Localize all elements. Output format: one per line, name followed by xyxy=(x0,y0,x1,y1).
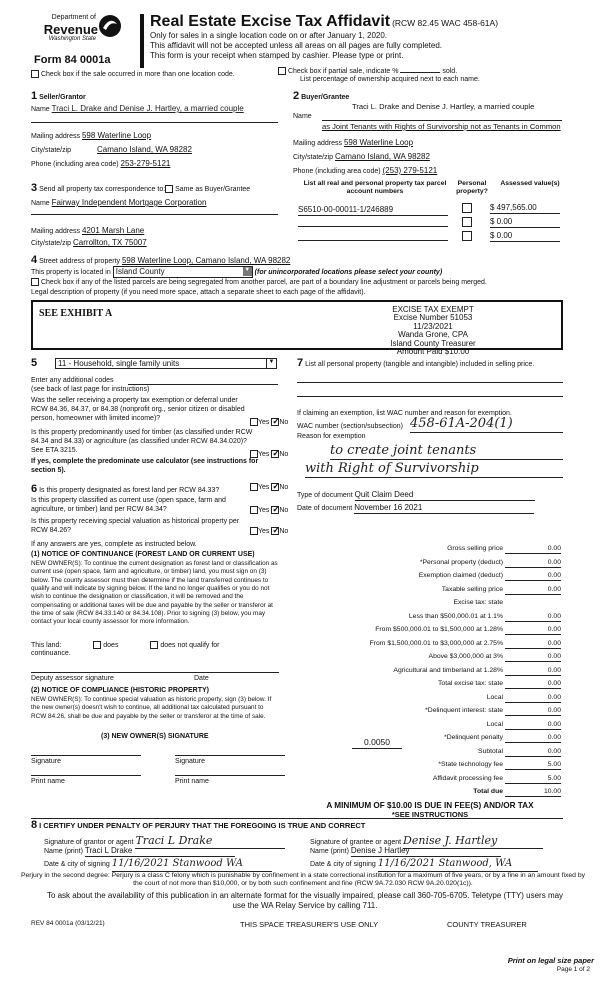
total-value[interactable]: 0.00 xyxy=(505,586,561,595)
current-use-no-checkbox[interactable] xyxy=(271,506,279,514)
total-label: Total excise tax: state xyxy=(438,680,503,687)
q1-yes-checkbox[interactable] xyxy=(250,418,258,426)
corr-city[interactable]: Carrollton, TX 75007 xyxy=(73,238,147,247)
corr-name[interactable]: Fairway Independent Mortgage Corporation xyxy=(51,198,207,207)
see-instructions: *SEE INSTRUCTIONS xyxy=(391,810,469,819)
buyer-city[interactable]: Camano Island, WA 98282 xyxy=(335,152,430,161)
total-label: *Delinquent interest: state xyxy=(425,707,503,714)
total-row xyxy=(297,586,561,594)
seller-name[interactable]: Traci L. Drake and Denise J. Hartley, a married couple xyxy=(51,104,244,113)
total-label: Taxable selling price xyxy=(441,585,503,593)
total-value[interactable]: 0.00 xyxy=(505,667,561,676)
total-row xyxy=(297,680,561,688)
q1-no-checkbox[interactable] xyxy=(271,418,279,426)
historic-yes-checkbox[interactable] xyxy=(250,527,258,535)
agency-label: Revenue xyxy=(43,21,98,37)
use-code-select[interactable]: 11 - Household, single family units ▼ xyxy=(55,358,277,369)
historic-no-checkbox[interactable] xyxy=(271,527,279,535)
rev-number: REV 84 0001a (03/12/21) xyxy=(31,920,105,927)
exemption-reason-1[interactable]: to create joint tenants xyxy=(330,443,563,460)
personal-checkbox-1[interactable] xyxy=(462,203,472,213)
total-row xyxy=(297,775,561,783)
total-value[interactable]: 5.00 xyxy=(505,775,561,784)
local-rate[interactable]: 0.0050 xyxy=(352,737,402,749)
minimum-note: A MINIMUM OF $10.00 IS DUE IN FEE(S) AND/OR TAX xyxy=(326,801,534,810)
q2-no-checkbox[interactable] xyxy=(271,450,279,458)
legal-text: SEE EXHIBIT A xyxy=(39,308,113,319)
total-row xyxy=(297,788,561,796)
total-value[interactable]: 0.00 xyxy=(505,694,561,703)
personal-header: Personal property? xyxy=(456,180,488,196)
grantee-signature[interactable]: Denise J. Hartley xyxy=(403,834,543,849)
forest-yes-checkbox[interactable] xyxy=(250,483,258,491)
form-number: Form 84 0001a xyxy=(34,54,111,66)
total-label: *State technology fee xyxy=(438,761,503,768)
total-label: Local xyxy=(486,720,503,728)
header-line-1: Only for sales in a single location code on or after January 1, 2020. xyxy=(150,31,388,40)
dept-label: Department of xyxy=(51,14,96,21)
chevron-down-icon[interactable]: ▼ xyxy=(243,267,252,276)
total-row xyxy=(297,545,561,553)
total-value[interactable]: 0.00 xyxy=(505,626,561,635)
total-value[interactable]: 0.00 xyxy=(505,680,561,689)
document-type[interactable]: Quit Claim Deed xyxy=(355,490,535,501)
total-label: Excise tax: state xyxy=(453,599,503,606)
total-value[interactable]: 0.00 xyxy=(505,545,561,554)
legal-paper-note: Print on legal size paper xyxy=(507,956,594,965)
page-number: Page 1 of 2 xyxy=(556,966,590,973)
total-label: Less than $500,000.01 at 1.1% xyxy=(408,612,503,620)
total-value[interactable]: 0.00 xyxy=(505,613,561,622)
total-label: From $500,000.01 to $1,500,000 at 1.28% xyxy=(375,626,503,633)
county-select[interactable]: Island County ▼ xyxy=(113,266,253,278)
current-use-yes-checkbox[interactable] xyxy=(250,506,258,514)
total-label: Above $3,000,000 at 3% xyxy=(428,653,503,660)
perjury-note: Perjury in the second degree: Perjury is a class C felony which is punishable by confinement in a state correctional institution for a maximum of five years, or by a fine in an amount fixed by the court of not more than $10,000, or by both such confinement and fine (RCW 9A.72.030 RCW 9A.20.020(1c)). xyxy=(20,872,586,888)
total-value[interactable]: 0.00 xyxy=(505,559,561,568)
total-row xyxy=(297,707,561,715)
total-label: Affidavit processing fee xyxy=(432,774,503,782)
q2-yes-checkbox[interactable] xyxy=(250,450,258,458)
parcel-header: List all real and personal property tax parcel account numbers xyxy=(303,180,447,196)
total-value[interactable]: 0.00 xyxy=(505,572,561,581)
total-value[interactable]: 0.00 xyxy=(505,653,561,662)
total-label: Gross selling price xyxy=(447,545,503,552)
document-date[interactable]: November 16 2021 xyxy=(354,503,534,514)
total-row xyxy=(297,653,561,661)
total-label: Subtotal xyxy=(478,747,503,755)
total-row xyxy=(297,640,561,648)
personal-checkbox-2[interactable] xyxy=(462,217,472,227)
grantee-name[interactable]: Denise J Hartley xyxy=(351,846,501,857)
total-row xyxy=(297,734,561,742)
total-value[interactable]: 0.00 xyxy=(505,734,561,743)
treasurer-space: THIS SPACE TREASURER'S USE ONLY xyxy=(240,920,379,929)
buyer-address[interactable]: 598 Waterline Loop xyxy=(343,138,414,147)
total-value[interactable]: 5.00 xyxy=(505,761,561,770)
total-label: Local xyxy=(486,693,503,701)
multi-location-checkbox[interactable] xyxy=(31,70,39,78)
legal-description-box[interactable] xyxy=(31,300,563,356)
total-row xyxy=(297,599,561,607)
revenue-logo xyxy=(34,14,126,52)
not-qualify-checkbox[interactable] xyxy=(150,641,158,649)
seller-address[interactable]: 598 Waterline Loop xyxy=(81,131,152,140)
grantee-date[interactable]: 11/16/2021 Stanwood, WA xyxy=(378,858,538,872)
total-label: *Delinquent penalty xyxy=(444,734,503,741)
total-label: Exemption claimed (deduct) xyxy=(418,572,503,579)
does-checkbox[interactable] xyxy=(93,641,101,649)
total-row xyxy=(297,667,561,675)
wac-number[interactable]: 458-61A-204(1) xyxy=(410,416,563,433)
forest-no-checkbox[interactable] xyxy=(271,483,279,491)
total-row xyxy=(297,761,561,769)
grantor-name[interactable]: Traci L Drake xyxy=(85,846,235,857)
exemption-reason-2[interactable]: with Right of Survivorship xyxy=(305,461,563,478)
header-divider xyxy=(140,14,144,68)
total-value[interactable]: 0.00 xyxy=(505,640,561,649)
street-address[interactable]: 598 Waterline Loop, Camano Island, WA 98282 xyxy=(121,256,291,265)
form-rcw: (RCW 82.45 WAC 458-61A) xyxy=(392,18,499,28)
seller-city[interactable]: Camano Island, WA 98282 xyxy=(97,145,192,154)
parcel-1[interactable]: S6510-00-00011-1/246889 xyxy=(298,205,448,216)
segregated-checkbox[interactable] xyxy=(31,278,39,286)
alt-format-note: To ask about the availability of this publication in an alternate format for the visually impaired, please call 360-705-6705. Teletype (TTY) users may use the WA Relay Service by calling 711. xyxy=(46,891,564,910)
additional-codes-input[interactable] xyxy=(128,384,278,385)
header-line-3: This form is your receipt when stamped by cashier. Please type or print. xyxy=(150,51,404,60)
buyer-phone[interactable]: (253) 279-5121 xyxy=(382,166,438,175)
partial-sale-checkbox[interactable] xyxy=(278,67,286,75)
grantor-signature[interactable]: Traci L Drake xyxy=(135,834,285,849)
header-line-2: This affidavit will not be accepted unless all areas on all pages are fully completed. xyxy=(150,41,443,50)
total-row xyxy=(297,721,561,729)
assessed-header: Assessed value(s) xyxy=(500,180,560,187)
total-value[interactable]: 0.00 xyxy=(505,748,561,757)
total-value[interactable]: 0.00 xyxy=(505,721,561,730)
total-row xyxy=(297,559,561,567)
seller-phone[interactable]: 253-279-5121 xyxy=(120,159,171,168)
same-as-buyer-checkbox[interactable] xyxy=(165,185,173,193)
state-label: Washington State xyxy=(48,35,96,42)
total-row xyxy=(297,626,561,634)
chevron-down-icon[interactable]: ▼ xyxy=(266,359,276,368)
assessed-2[interactable]: $ 0.00 xyxy=(490,217,560,228)
revenue-swirl-icon xyxy=(98,14,122,38)
total-label: Total due xyxy=(473,788,503,795)
ownership-note: List percentage of ownership acquired next to each name. xyxy=(300,76,480,83)
total-label: Agricultural and timberland at 1.28% xyxy=(393,666,503,674)
buyer-name-2[interactable]: as Joint Tenants with Rights of Survivorship not as Tenants in Common xyxy=(322,122,561,131)
total-label: *Personal property (deduct) xyxy=(419,558,503,566)
excise-stamp: EXCISE TAX EXEMPT Excise Number 51053 11/23/2021 Wanda Grone, CPA Island County Treasurer Amount Paid $10.00 xyxy=(390,305,476,356)
assessed-1[interactable]: $ 497,565.00 xyxy=(490,203,560,214)
county-treasurer: COUNTY TREASURER xyxy=(447,920,527,929)
total-row xyxy=(297,694,561,702)
total-row xyxy=(297,748,561,756)
total-value[interactable]: 10.00 xyxy=(505,788,561,797)
assessed-3[interactable]: $ 0.00 xyxy=(490,231,560,242)
grantor-date[interactable]: 11/16/2021 Stanwood WA xyxy=(112,858,272,872)
total-label: From $1,500,000.01 to $3,000,000 at 2.75% xyxy=(369,639,503,647)
total-value[interactable]: 0.00 xyxy=(505,707,561,716)
total-row xyxy=(297,613,561,621)
form-title: Real Estate Excise Tax Affidavit xyxy=(150,13,391,30)
total-row xyxy=(297,572,561,580)
buyer-name-1[interactable]: Traci L. Drake and Denise J. Hartley, a married couple xyxy=(352,102,535,111)
personal-checkbox-3[interactable] xyxy=(462,231,472,241)
corr-address[interactable]: 4201 Marsh Lane xyxy=(81,226,145,235)
